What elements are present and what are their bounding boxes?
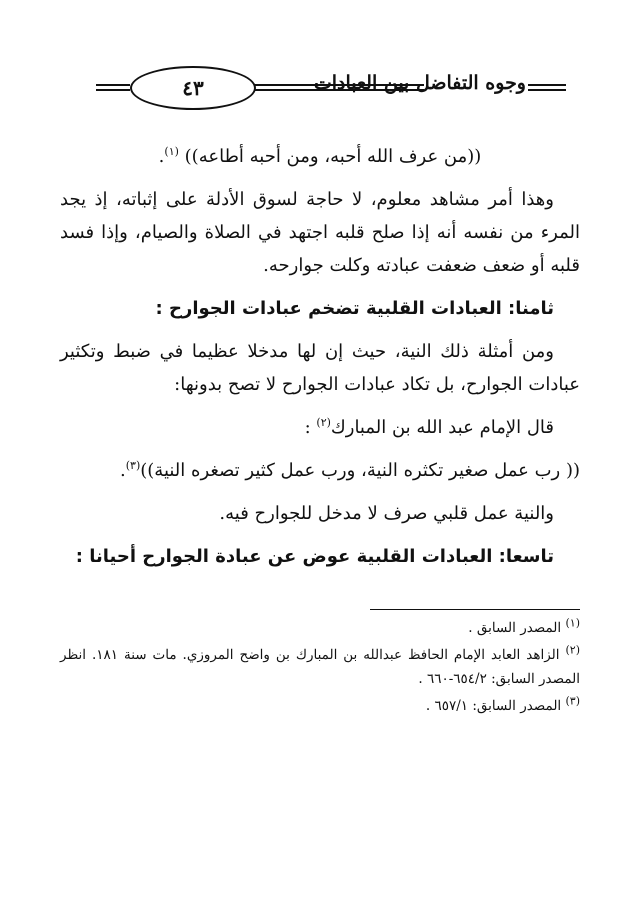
- footnotes: [60, 616, 580, 718]
- ibn-mubarak-intro: قال الإمام عبد الله بن المبارك: [330, 417, 554, 438]
- footnote-text: الزاهد العابد الإمام الحافظ عبدالله بن المبارك بن واضح المروزي. مات سنة ١٨١. انظر المصدر السابق: ٦٥٤/٢-٦٦٠ .: [60, 647, 580, 687]
- section-heading-9: تاسعا: العبادات القلبية عوض عن عبادة الجوارح أحيانا :: [75, 546, 554, 567]
- page-number: ٤٣: [130, 66, 256, 110]
- footnote-3: [60, 694, 580, 718]
- footnote-number: (١): [565, 616, 580, 630]
- footnote-ref-1: (١): [164, 145, 179, 158]
- quote-1: ((من عرف الله أحبه، ومن أحبه أطاعه)): [184, 146, 482, 167]
- quote-paragraph-1: ((من عرف الله أحبه، ومن أحبه أطاعه)) $^{(١)}$.: [158, 145, 482, 167]
- page-body: [60, 140, 580, 721]
- footnote-separator: [370, 609, 580, 610]
- paragraph-2: ومن أمثلة ذلك النية، حيث إن لها مدخلا عظيما في ضبط وتكثير عبادات الجوارح، بل تكاد عبادات الجوارح لا تصح بدونها:: [60, 341, 580, 395]
- paragraph-1: وهذا أمر مشاهد معلوم، لا حاجة لسوق الأدلة على إثباته، إذ يجد المرء من نفسه أنه إذا صلح قلبه اجتهد في الصلاة والصيام، وإذا فسد قلبه أو ضعف ضعفت عبادته وكلت جوارحه.: [60, 189, 580, 276]
- paragraph-3: [60, 411, 580, 444]
- footnote-1: [60, 616, 580, 640]
- header-rule-right: [528, 84, 566, 91]
- page-header: [96, 58, 566, 114]
- footnote-number: (٢): [565, 643, 580, 657]
- header-rule-left: [96, 84, 130, 91]
- footnote-text: المصدر السابق: ٦٥٧/١ .: [425, 698, 562, 714]
- quote-2: (( رب عمل صغير تكثره النية، ورب عمل كثير تصغره النية)): [140, 460, 580, 481]
- footnote-ref-2: (٢): [316, 416, 331, 429]
- paragraph-4: والنية عمل قلبي صرف لا مدخل للجوارح فيه.: [219, 503, 554, 524]
- running-title: وجوه التفاضل بين العبادات: [313, 72, 526, 94]
- quote-paragraph-2: (( رب عمل صغير تكثره النية، ورب عمل كثير تصغره النية))$^{(٣)}$.: [120, 459, 580, 481]
- footnote-2: [60, 643, 580, 691]
- colon: :: [304, 417, 317, 438]
- footnote-ref-3: (٣): [125, 459, 141, 472]
- footnote-text: المصدر السابق .: [468, 620, 562, 636]
- footnote-number: (٣): [565, 694, 580, 708]
- section-heading-8: ثامنا: العبادات القلبية تضخم عبادات الجوارح :: [155, 298, 554, 319]
